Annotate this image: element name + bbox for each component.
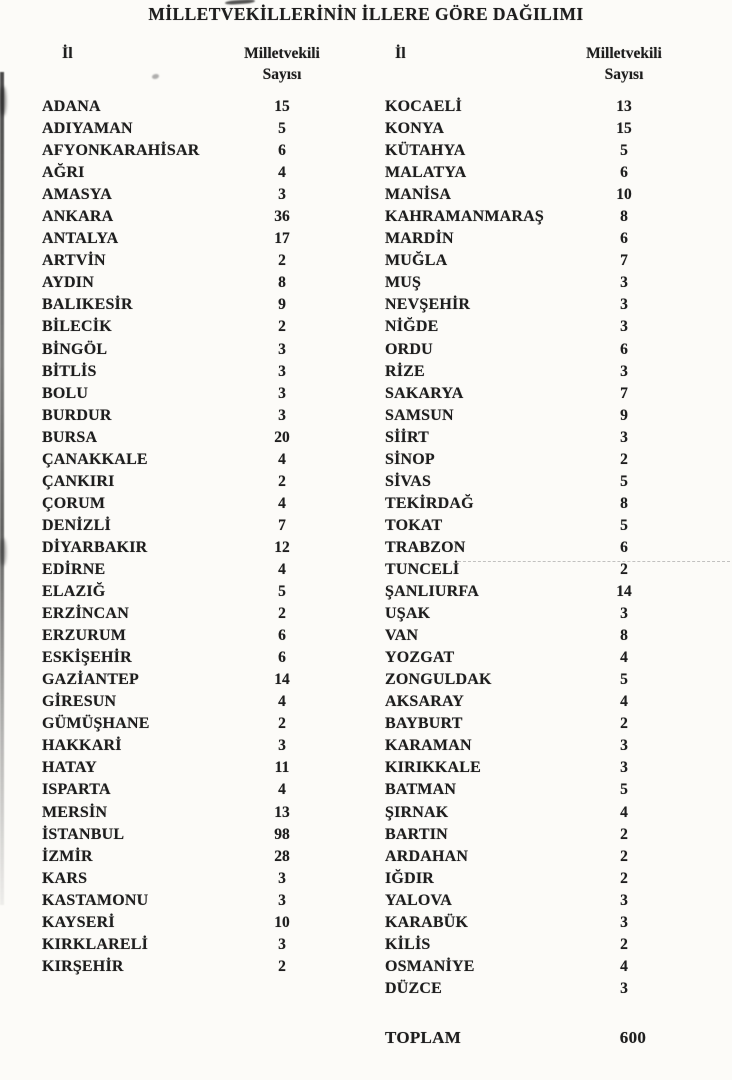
table-row <box>373 890 672 912</box>
province-count: 3 <box>278 406 286 424</box>
table-row <box>30 890 330 912</box>
table-row <box>373 471 672 493</box>
province-name: SİNOP <box>385 450 435 468</box>
province-name: HAKKARİ <box>42 737 122 755</box>
province-count: 17 <box>274 230 290 248</box>
table-row <box>30 846 330 868</box>
province-name: BİTLİS <box>42 362 97 380</box>
province-count: 4 <box>620 649 628 667</box>
province-name: SİİRT <box>385 428 430 446</box>
table-row <box>373 515 672 537</box>
province-name: KOCAELİ <box>385 98 462 115</box>
province-count: 3 <box>620 362 628 380</box>
province-count: 3 <box>278 384 286 402</box>
table-row <box>30 228 330 250</box>
province-name: ÇANKIRI <box>42 472 115 490</box>
table-row <box>373 757 672 779</box>
province-count: 8 <box>620 208 628 226</box>
table-row <box>30 934 330 956</box>
table-row <box>373 339 672 361</box>
province-name: ISPARTA <box>42 781 111 799</box>
province-count: 5 <box>620 142 628 160</box>
province-count: 3 <box>620 913 628 931</box>
province-count: 8 <box>620 627 628 645</box>
province-count: 4 <box>620 693 628 711</box>
province-count: 2 <box>278 957 286 975</box>
province-count: 2 <box>278 472 286 490</box>
province-name: MARDİN <box>385 230 454 248</box>
province-count: 4 <box>620 957 628 975</box>
table-row <box>373 96 672 118</box>
province-table-right <box>373 43 672 1000</box>
province-count: 3 <box>620 274 628 292</box>
province-name: KARAMAN <box>385 737 472 755</box>
table-row <box>30 824 330 846</box>
province-name: KAHRAMANMARAŞ <box>385 208 545 226</box>
table-row <box>30 559 330 581</box>
province-name: MANİSA <box>385 186 452 204</box>
table-row <box>373 228 672 250</box>
column-header-count <box>576 43 672 96</box>
province-name: OSMANİYE <box>385 957 475 975</box>
province-count: 11 <box>274 759 290 777</box>
table-row <box>30 625 330 647</box>
column-header-province: İl <box>395 45 406 62</box>
table-row <box>373 118 672 140</box>
province-count: 15 <box>274 98 290 115</box>
table-row <box>30 779 330 801</box>
table-row <box>373 184 672 206</box>
province-count: 7 <box>620 252 628 270</box>
province-count: 2 <box>278 318 286 336</box>
table-row <box>373 846 672 868</box>
table-row <box>30 449 330 471</box>
province-name: DÜZCE <box>385 979 443 997</box>
province-count: 6 <box>278 649 286 667</box>
left-rows <box>30 96 330 978</box>
province-name: BOLU <box>42 384 89 402</box>
province-name: KIRŞEHİR <box>42 957 124 975</box>
table-row <box>30 912 330 934</box>
province-count: 10 <box>274 913 290 931</box>
province-name: ELAZIĞ <box>42 583 106 601</box>
province-name: GAZİANTEP <box>42 671 139 689</box>
province-count: 5 <box>620 671 628 689</box>
province-count: 2 <box>620 935 628 953</box>
province-name: ESKİŞEHİR <box>42 649 132 667</box>
province-count: 4 <box>620 803 628 821</box>
province-count: 3 <box>620 605 628 623</box>
table-row <box>373 603 672 625</box>
table-row <box>30 250 330 272</box>
table-row <box>373 427 672 449</box>
table-row <box>373 250 672 272</box>
table-row <box>30 537 330 559</box>
table-row <box>30 361 330 383</box>
province-count: 5 <box>620 781 628 799</box>
province-name: MUŞ <box>385 274 422 292</box>
province-name: DENİZLİ <box>42 516 111 534</box>
table-row <box>373 581 672 603</box>
province-name: HATAY <box>42 759 97 777</box>
province-name: KARS <box>42 869 88 887</box>
province-count: 3 <box>620 979 628 997</box>
province-name: AKSARAY <box>385 693 465 711</box>
province-name: IĞDIR <box>385 869 435 887</box>
province-count: 3 <box>278 186 286 204</box>
province-count: 4 <box>278 781 286 799</box>
scan-edge-shadow <box>0 72 4 905</box>
province-name: ŞIRNAK <box>385 803 449 821</box>
table-row <box>373 713 672 735</box>
table-row <box>30 669 330 691</box>
table-row <box>373 140 672 162</box>
table-row <box>373 272 672 294</box>
column-header-count-line2: Sayısı <box>262 66 302 83</box>
table-row <box>30 713 330 735</box>
province-name: MALATYA <box>385 164 467 182</box>
province-name: ADIYAMAN <box>42 120 133 138</box>
table-row <box>30 383 330 405</box>
province-count: 3 <box>620 759 628 777</box>
province-name: DİYARBAKIR <box>42 538 148 556</box>
province-count: 2 <box>620 825 628 843</box>
table-row <box>373 162 672 184</box>
table-row <box>30 405 330 427</box>
table-row <box>373 625 672 647</box>
province-count: 2 <box>620 450 628 468</box>
province-name: ERZİNCAN <box>42 605 129 623</box>
province-count: 5 <box>620 516 628 534</box>
province-count: 9 <box>620 406 628 424</box>
province-count: 98 <box>274 825 290 843</box>
scan-artifact-blob <box>0 86 6 116</box>
table-row <box>373 868 672 890</box>
province-count: 4 <box>278 560 286 578</box>
province-name: YALOVA <box>385 891 453 909</box>
table-row <box>373 647 672 669</box>
table-row <box>30 427 330 449</box>
table-row <box>30 802 330 824</box>
table-row <box>30 471 330 493</box>
table-row <box>30 96 330 118</box>
province-count: 2 <box>278 252 286 270</box>
right-rows <box>373 96 672 1000</box>
table-row <box>373 978 672 1000</box>
province-name: KİLİS <box>385 935 431 953</box>
table-row <box>30 581 330 603</box>
province-name: ADANA <box>42 98 101 115</box>
province-count: 9 <box>278 296 286 314</box>
province-name: NEVŞEHİR <box>385 296 471 314</box>
province-count: 3 <box>620 428 628 446</box>
table-row <box>30 294 330 316</box>
province-count: 13 <box>616 98 632 115</box>
table-row <box>373 294 672 316</box>
table-row <box>373 206 672 228</box>
province-count: 20 <box>274 428 290 446</box>
province-name: MERSİN <box>42 803 108 821</box>
table-row <box>30 140 330 162</box>
province-count: 10 <box>616 186 632 204</box>
column-header-province: İl <box>62 45 73 62</box>
province-name: KIRIKKALE <box>385 759 482 777</box>
table-row <box>373 493 672 515</box>
province-count: 3 <box>620 891 628 909</box>
province-count: 3 <box>278 737 286 755</box>
table-row <box>30 868 330 890</box>
scan-artifact-line <box>458 561 730 562</box>
column-header-count-line1: Milletvekili <box>586 45 662 62</box>
table-row <box>30 206 330 228</box>
province-count: 15 <box>616 120 632 138</box>
province-name: ŞANLIURFA <box>385 583 479 601</box>
table-row <box>30 118 330 140</box>
province-name: GİRESUN <box>42 693 117 711</box>
province-count: 5 <box>620 472 628 490</box>
total-row <box>373 1027 672 1049</box>
province-count: 8 <box>278 274 286 292</box>
table-row <box>373 449 672 471</box>
table-row <box>373 912 672 934</box>
table-row <box>373 956 672 978</box>
province-name: BARTIN <box>385 825 448 843</box>
province-name: TUNCELİ <box>385 560 460 578</box>
province-count: 2 <box>620 560 628 578</box>
province-name: ARDAHAN <box>385 847 469 865</box>
column-header-count-line2: Sayısı <box>604 66 644 83</box>
province-name: GÜMÜŞHANE <box>42 715 150 733</box>
province-name: İZMİR <box>42 847 93 865</box>
total-value: 600 <box>619 1028 647 1047</box>
table-row <box>30 316 330 338</box>
province-name: BURSA <box>42 428 98 446</box>
province-name: RİZE <box>385 362 425 380</box>
province-count: 3 <box>620 737 628 755</box>
province-count: 36 <box>274 208 290 226</box>
province-name: BİNGÖL <box>42 340 108 358</box>
province-count: 5 <box>278 583 286 601</box>
province-name: KARABÜK <box>385 913 469 931</box>
table-row <box>30 162 330 184</box>
table-header-left <box>30 43 330 96</box>
province-name: ERZURUM <box>42 627 127 645</box>
province-name: EDİRNE <box>42 560 106 578</box>
province-count: 3 <box>278 891 286 909</box>
province-count: 6 <box>620 164 628 182</box>
table-row <box>373 383 672 405</box>
province-count: 6 <box>278 627 286 645</box>
province-name: MUĞLA <box>385 252 448 270</box>
table-row <box>373 316 672 338</box>
province-count: 12 <box>274 538 290 556</box>
scan-artifact-blob <box>0 538 6 566</box>
province-name: ANKARA <box>42 208 114 226</box>
province-name: UŞAK <box>385 605 431 623</box>
total-label: TOPLAM <box>385 1028 462 1047</box>
province-name: ARTVİN <box>42 252 106 270</box>
province-name: YOZGAT <box>385 649 455 667</box>
table-row <box>30 757 330 779</box>
province-name: TOKAT <box>385 516 443 534</box>
province-name: ANTALYA <box>42 230 119 248</box>
table-row <box>373 669 672 691</box>
province-name: ÇANAKKALE <box>42 450 148 468</box>
province-count: 2 <box>620 869 628 887</box>
province-count: 6 <box>620 230 628 248</box>
province-count: 5 <box>278 120 286 138</box>
table-row <box>30 603 330 625</box>
province-name: KIRKLARELİ <box>42 935 149 953</box>
table-row <box>30 272 330 294</box>
province-table-left <box>30 43 330 1000</box>
table-row <box>30 956 330 978</box>
province-name: SİVAS <box>385 472 432 490</box>
table-row <box>373 691 672 713</box>
province-count: 6 <box>620 340 628 358</box>
province-name: KAYSERİ <box>42 913 115 931</box>
province-count: 3 <box>278 935 286 953</box>
province-count: 3 <box>278 340 286 358</box>
province-name: SAKARYA <box>385 384 464 402</box>
province-name: AFYONKARAHİSAR <box>42 142 200 160</box>
province-name: BAYBURT <box>385 715 463 733</box>
province-count: 8 <box>620 494 628 512</box>
province-count: 14 <box>274 671 290 689</box>
province-count: 4 <box>278 164 286 182</box>
province-count: 3 <box>620 296 628 314</box>
province-name: AĞRI <box>42 164 85 182</box>
distribution-table <box>0 43 732 1000</box>
province-count: 4 <box>278 450 286 468</box>
column-header-count <box>234 43 330 96</box>
province-name: ORDU <box>385 340 433 358</box>
province-name: KÜTAHYA <box>385 142 466 160</box>
province-count: 2 <box>278 605 286 623</box>
province-name: ZONGULDAK <box>385 671 492 689</box>
province-count: 2 <box>620 847 628 865</box>
table-header-right <box>373 43 672 96</box>
province-count: 2 <box>278 715 286 733</box>
province-count: 3 <box>278 362 286 380</box>
page-title: MİLLETVEKİLLERİNİN İLLERE GÖRE DAĞILIMI <box>148 4 584 24</box>
province-name: SAMSUN <box>385 406 454 424</box>
province-count: 14 <box>616 583 632 601</box>
table-row <box>373 361 672 383</box>
province-name: ÇORUM <box>42 494 106 512</box>
province-count: 7 <box>278 516 286 534</box>
province-name: AMASYA <box>42 186 112 204</box>
table-row <box>30 647 330 669</box>
province-name: BİLECİK <box>42 318 112 336</box>
province-name: KASTAMONU <box>42 891 149 909</box>
province-count: 28 <box>274 847 290 865</box>
province-name: BALIKESİR <box>42 296 133 314</box>
province-count: 4 <box>278 494 286 512</box>
province-name: VAN <box>385 627 419 645</box>
province-name: TRABZON <box>385 538 466 556</box>
table-row <box>30 493 330 515</box>
table-row <box>30 515 330 537</box>
province-count: 3 <box>278 869 286 887</box>
province-name: TEKİRDAĞ <box>385 494 474 512</box>
table-row <box>373 735 672 757</box>
province-count: 3 <box>620 318 628 336</box>
table-row <box>373 559 672 581</box>
table-row <box>30 339 330 361</box>
table-row <box>373 824 672 846</box>
province-count: 4 <box>278 693 286 711</box>
table-row <box>373 537 672 559</box>
province-name: AYDIN <box>42 274 94 292</box>
province-name: İSTANBUL <box>42 825 125 843</box>
table-row <box>373 802 672 824</box>
province-name: NİĞDE <box>385 318 439 336</box>
table-row <box>30 735 330 757</box>
table-row <box>373 779 672 801</box>
province-count: 13 <box>274 803 290 821</box>
table-row <box>30 184 330 206</box>
province-count: 6 <box>620 538 628 556</box>
province-count: 2 <box>620 715 628 733</box>
province-count: 6 <box>278 142 286 160</box>
province-name: BATMAN <box>385 781 457 799</box>
province-name: BURDUR <box>42 406 112 424</box>
province-count: 7 <box>620 384 628 402</box>
table-row <box>373 934 672 956</box>
table-row <box>30 691 330 713</box>
column-header-count-line1: Milletvekili <box>244 45 320 62</box>
table-row <box>373 405 672 427</box>
province-name: KONYA <box>385 120 445 138</box>
